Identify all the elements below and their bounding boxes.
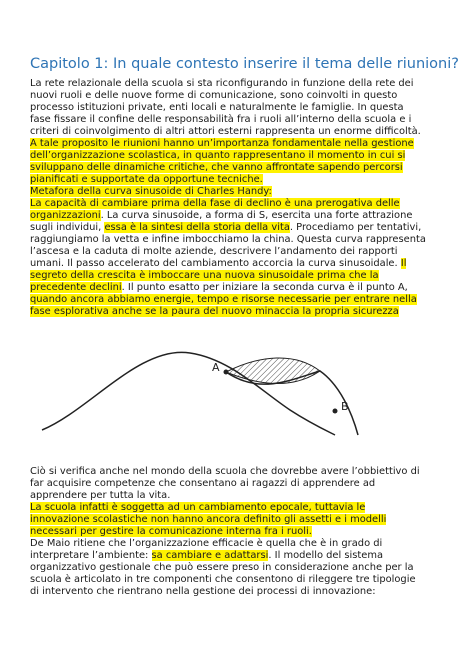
text-line [30, 562, 450, 574]
text-line [30, 550, 450, 562]
text-line [30, 234, 450, 246]
text-line [30, 90, 450, 102]
sinusoid-figure [30, 335, 430, 460]
text-line [30, 526, 450, 538]
body-text: processo istituzioni private, enti locali e naturalmente le famiglie. In questa [30, 102, 404, 113]
text-line [30, 282, 450, 294]
sinusoid-diagram [30, 335, 430, 460]
text-line [30, 102, 450, 114]
highlighted-text: Metafora della curva sinusoide di Charles Handy: [30, 186, 272, 197]
highlighted-text: necessari per gestire la comunicazione interna fra i ruoli. [30, 526, 312, 537]
text-line [30, 246, 450, 258]
body-text: organizzativo gestionale che può essere preso in considerazione anche per la [30, 562, 414, 573]
text-line [30, 150, 450, 162]
text-line [30, 78, 450, 90]
text-line [30, 306, 450, 318]
body-text: Ciò si verifica anche nel mondo della scuola che dovrebbe avere l’obbiettivo di [30, 466, 420, 477]
point-a-marker [224, 370, 229, 375]
highlighted-text: pianificati e supportate da opportune tecniche. [30, 174, 263, 185]
text-line [30, 574, 450, 586]
body-text: far acquisire competenze che consentano ai ragazzi di apprendere ad [30, 478, 376, 489]
highlighted-text: fase esplorativa anche se la paura del nuovo minaccia la propria sicurezza [30, 306, 399, 317]
body-text: La rete relazionale della scuola si sta riconfigurando in funzione della rete dei [30, 78, 414, 89]
body-text: De Maio ritiene che l’organizzazione efficacie è quella che è in grado di [30, 538, 383, 549]
body-text: interpretare l’ambiente: [30, 550, 152, 561]
body-text: apprendere per tutta la vita. [30, 490, 171, 501]
text-line [30, 210, 450, 222]
body-text: . Il modello del sistema [268, 550, 384, 561]
highlighted-text: essa è la sintesi della storia della vita [104, 222, 290, 233]
highlighted-text: Il [400, 258, 407, 269]
body-text: . Il punto esatto per iniziare la seconda curva è il punto A, [121, 282, 408, 293]
point-b-label: B [341, 400, 349, 413]
text-line [30, 126, 450, 138]
highlighted-text: A tale proposito le riunioni hanno un’importanza fondamentale nella gestione [30, 138, 414, 149]
point-b-marker [333, 409, 338, 414]
text-line [30, 162, 450, 174]
text-line [30, 258, 450, 270]
body-text: raggiungiamo la vetta e infine imbocchiamo la china. Questa curva rappresenta [30, 234, 426, 245]
text-line [30, 186, 450, 198]
highlighted-text: segreto della crescita è imboccare una nuova sinusoidale prima che la [30, 270, 379, 281]
paragraph-block-2 [30, 466, 450, 598]
text-line [30, 478, 450, 490]
body-text: l’ascesa e la caduta di molte aziende, descrivere l’andamento dei rapporti [30, 246, 398, 257]
highlighted-text: sa cambiare e adattarsi [151, 550, 269, 561]
text-line [30, 294, 450, 306]
body-text: . Procediamo per tentativi, [289, 222, 422, 233]
highlighted-text: dell’organizzazione scolastica, in quanto rappresentano il momento in cui si [30, 150, 406, 161]
text-line [30, 114, 450, 126]
text-line [30, 270, 450, 282]
body-text: fase fissare il confine delle responsabilità fra i ruoli all’interno della scuola e i [30, 114, 412, 125]
text-line [30, 174, 450, 186]
paragraph-block-1 [30, 78, 450, 318]
body-text: sugli individui, [30, 222, 105, 233]
text-line [30, 538, 450, 550]
text-line [30, 514, 450, 526]
highlighted-text: innovazione scolastiche non hanno ancora definito gli assetti e i modelli [30, 514, 387, 525]
highlighted-text: sviluppano delle dinamiche critiche, che vanno affrontate sapendo percorsi [30, 162, 403, 173]
text-line [30, 222, 450, 234]
body-text: nuovi ruoli e delle nuove forme di comunicazione, sono coinvolti in questo [30, 90, 398, 101]
body-text: scuola è articolato in tre componenti che consentono di rileggere tre tipologie [30, 574, 416, 585]
highlighted-text: La scuola infatti è soggetta ad un cambiamento epocale, tuttavia le [30, 502, 366, 513]
chapter-title: Capitolo 1: In quale contesto inserire il tema delle riunioni? [30, 56, 459, 72]
body-text: criteri di coinvolgimento di altri attori esterni rappresenta un enorme difficoltà. [30, 126, 421, 137]
highlighted-text: organizzazioni [30, 210, 101, 221]
body-text: di intervento che rientrano nella gestione dei processi di innovazione: [30, 586, 376, 597]
text-line [30, 490, 450, 502]
body-text: umani. Il passo accelerato del cambiamento accorcia la curva sinusoidale. [30, 258, 401, 269]
text-line [30, 586, 450, 598]
text-line [30, 466, 450, 478]
text-line [30, 198, 450, 210]
text-line [30, 502, 450, 514]
highlighted-text: precedente declini [30, 282, 122, 293]
highlighted-text: quando ancora abbiamo energie, tempo e risorse necessarie per entrare nella [30, 294, 417, 305]
body-text: . La curva sinusoide, a forma di S, esercita una forte attrazione [100, 210, 413, 221]
highlighted-text: La capacità di cambiare prima della fase di declino è una prerogativa delle [30, 198, 400, 209]
text-line [30, 138, 450, 150]
point-a-label: A [212, 361, 220, 374]
